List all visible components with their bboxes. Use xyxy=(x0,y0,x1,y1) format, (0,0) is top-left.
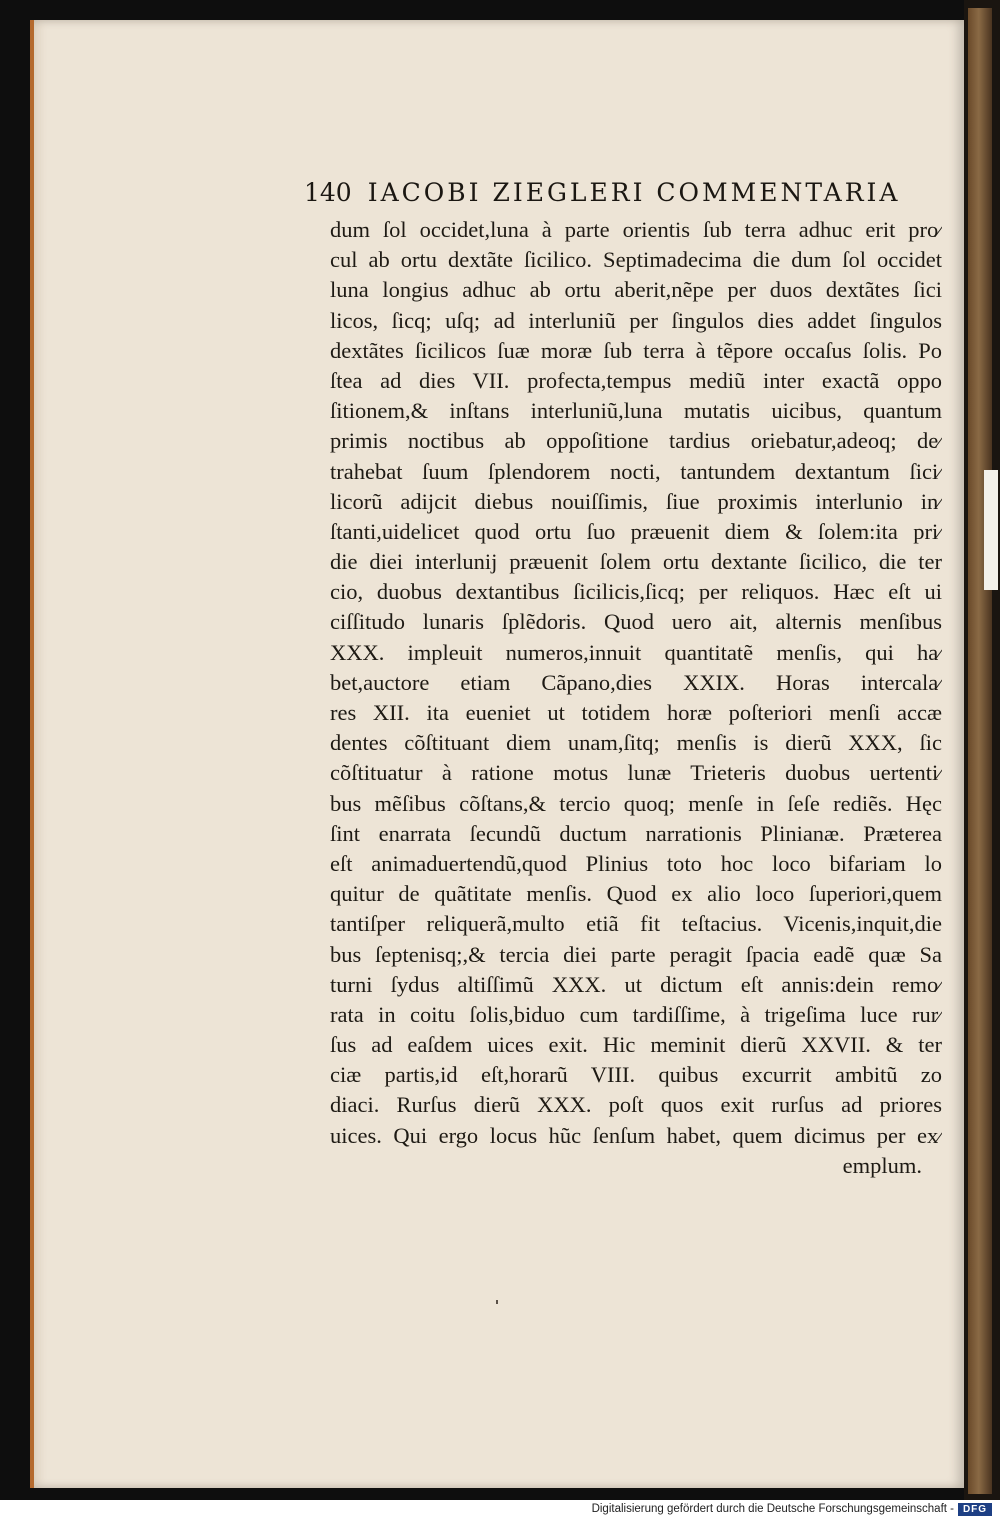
funding-credit: Digitalisierung gefördert durch die Deutsche Forschungsgemeinschaft - xyxy=(591,1503,954,1515)
text-line: bus ſeptenisq;,& tercia diei parte peragit ſpacia eadẽ quæ Sa xyxy=(330,941,942,967)
text-line: turni ſydus altiſſimũ XXX. ut dictum eſt annis:dein remo⁄ xyxy=(330,971,942,997)
text-line: ſus ad eaſdem uices exit. Hic meminit dierũ XXVII. & ter xyxy=(330,1032,942,1058)
text-line: dentes cõſtituant diem unam,ſitq; menſis is dierũ XXX, ſic xyxy=(330,730,942,756)
facing-page-edge xyxy=(964,0,1000,1500)
digitization-footer xyxy=(0,1500,1000,1520)
text-line: cõſtituatur à ratione motus lunæ Trieteris duobus uertenti⁄ xyxy=(330,760,942,786)
text-line: eſt animaduertendũ,quod Plinius toto hoc loco bifariam lo xyxy=(330,850,942,876)
text-line: cul ab ortu dextãte ſicilico. Septimadecima die dum ſol occidet xyxy=(330,247,942,273)
text-line: dextãtes ſicilicos ſuæ moræ ſub terra à tẽpore occaſus ſolis. Po xyxy=(330,337,942,363)
text-line: tantiſper reliquerã,multo etiã fit teſtacius. Vicenis,inquit,die xyxy=(330,911,942,937)
dfg-logo-icon: DFG xyxy=(958,1503,992,1516)
paper-tab xyxy=(984,470,998,590)
ink-speck xyxy=(496,1300,498,1304)
text-line: die diei interlunij præuenit ſolem ortu dextante ſicilico, die ter xyxy=(330,549,942,575)
text-line: bus mẽſibus cõſtans,& tercio quoq; menſe in ſeſe rediẽs. Hęc xyxy=(330,790,942,816)
text-line: rata in coitu ſolis,biduo cum tardiſſime, à trigeſima luce rur⁄ xyxy=(330,1001,942,1027)
text-line: trahebat ſuum ſplendorem nocti, tantundem dextantum ſici⁄ xyxy=(330,458,942,484)
text-line: ſtea ad dies VII. profecta,tempus mediũ inter exactã oppo xyxy=(330,367,942,393)
text-line: cio, duobus dextantibus ſicilicis,ſicq; per reliquos. Hæc eſt ui xyxy=(330,579,942,605)
text-line: ciæ partis,id eſt,horarũ VIII. quibus excurrit ambitũ zo xyxy=(330,1062,942,1088)
text-line: licorũ adijcit diebus nouiſſimis, ſiue proximis interlunio in⁄ xyxy=(330,488,942,514)
text-line: bet,auctore etiam Cãpano,dies XXIX. Horas intercala⁄ xyxy=(330,669,942,695)
text-line: uices. Qui ergo locus hũc ſenſum habet, quem dicimus per ex⁄ xyxy=(330,1122,942,1148)
body-text xyxy=(330,215,942,1181)
text-line: XXX. impleuit numeros,innuit quantitatẽ menſis, qui ha⁄ xyxy=(330,639,942,665)
running-head xyxy=(304,178,924,218)
running-title: IACOBI ZIEGLERI COMMENTARIA xyxy=(367,178,901,207)
text-line: licos, ſicq; uſq; ad interluniũ per ſingulos dies addet ſingulos xyxy=(330,307,942,333)
text-line: ciſſitudo lunaris ſplẽdoris. Quod uero ait, alternis menſibus xyxy=(330,609,942,635)
catchword: emplum. xyxy=(842,1152,922,1178)
text-line: ſitionem,& inſtans interluniũ,luna mutatis uicibus, quantum xyxy=(330,398,942,424)
text-line: dum ſol occidet,luna à parte orientis ſub terra adhuc erit pro⁄ xyxy=(330,217,942,242)
text-line: quitur de quãtitate menſis. Quod ex alio loco ſuperiori,quem xyxy=(330,881,942,907)
page-number: 140 xyxy=(304,178,352,207)
text-line: ſint enarrata ſecundũ ductum narrationis Plinianæ. Præterea xyxy=(330,820,942,846)
text-line: ſtanti,uidelicet quod ortu ſuo præuenit diem & ſolem:ita pri⁄ xyxy=(330,518,942,544)
page-stack-strip xyxy=(968,8,992,1494)
text-line: res XII. ita eueniet ut totidem horæ poſteriori menſi accæ xyxy=(330,700,942,725)
text-line: luna longius adhuc ab ortu aberit,nẽpe per duos dextãtes ſici xyxy=(330,277,942,303)
text-line: diaci. Rurſus dierũ XXX. poſt quos exit rurſus ad priores xyxy=(330,1092,942,1118)
text-line: primis noctibus ab oppoſitione tardius oriebatur,adeoq; de⁄ xyxy=(330,428,942,454)
